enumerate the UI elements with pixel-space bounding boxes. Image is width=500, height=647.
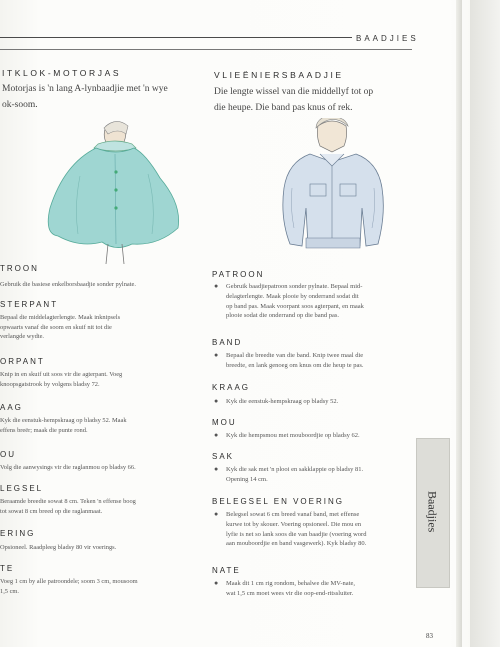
right-intro-line-2: die heupe. Die band pas knus of rek. <box>214 103 353 113</box>
left-article-title: ITKLOK-MOTORJAS <box>2 68 122 78</box>
header-rule-left <box>0 37 352 38</box>
left-section-body <box>0 543 200 553</box>
bullet-item <box>210 465 410 485</box>
left-section-heading: TE <box>0 564 15 573</box>
bullet-dot-icon: ● <box>214 397 219 405</box>
text-line: Voeg 1 cm by alle patroondele; soom 3 cm, mousoom <box>0 578 138 585</box>
text-line: 1,5 cm. <box>0 587 19 595</box>
text-line: lyfie is net so lank soos die van baadjie (voering word <box>226 530 367 538</box>
text-line: Kyk die hempsmou met mouboordjie op bladsy 62. <box>226 432 360 439</box>
right-section-body <box>210 397 410 407</box>
text-line: knoopsgatstrook by volgens bladsy 72. <box>0 380 100 388</box>
bullet-dot-icon: ● <box>214 579 219 587</box>
text-line: delagterlengte. Maak plooie by onderrand sodat dit <box>226 292 359 300</box>
bullet-item <box>210 510 410 549</box>
bullet-dot-icon: ● <box>214 282 219 290</box>
bullet-item <box>210 282 410 321</box>
right-section-body <box>210 351 410 371</box>
text-line: op band pas. Maak voorpant soos agterpant, en maak <box>226 302 364 310</box>
right-section-body <box>210 510 410 549</box>
text-line: Beraamde breedte sowat 8 cm. Teken 'n effense boog <box>0 498 136 505</box>
left-section-body <box>0 313 200 342</box>
text-line: Gebruik baadjiepatroon sonder pylnate. Bepaal mid- <box>226 283 363 290</box>
text-line: Kyk die eenstuk-hempskraag op bladsy 52. Maak <box>0 417 127 424</box>
text-line: Bepaal die breedte van die band. Knip twee maal die <box>226 352 364 359</box>
page-edge-shadow <box>456 0 462 647</box>
text-line: Maak dit 1 cm rig rondom, behalwe die MV-nate, <box>226 580 356 587</box>
bomber-jacket-illustration <box>268 118 398 268</box>
right-intro-line-1: Die lengte wissel van die middellyf tot op <box>214 87 374 97</box>
text-line: plooie sodat die onderrand op die band pas. <box>226 312 339 320</box>
bullet-item <box>210 431 410 441</box>
text-line: verlangde wydte. <box>0 333 45 341</box>
left-section-heading: TROON <box>0 264 39 273</box>
text-line: Gebruik die basiese enkelborsbaadjie sonder pylnate. <box>0 281 136 288</box>
left-intro-line-1: Motorjas is 'n lang A-lynbaadjie met 'n wye <box>2 84 168 94</box>
right-section-heading: BELEGSEL EN VOERING <box>212 497 344 506</box>
left-section-heading: OU <box>0 450 16 459</box>
text-line: Kyk die sak met 'n plooi en sakklappie op bladsy 81. <box>226 466 364 473</box>
page-edge-shadow <box>470 0 500 647</box>
page-number: 83 <box>426 632 433 640</box>
right-section-heading: NATE <box>212 566 241 575</box>
left-section-body <box>0 497 200 516</box>
text-line: opwaarts vanaf die soom en skuif nit tot die <box>0 323 112 331</box>
left-section-body <box>0 416 200 435</box>
right-section-body <box>210 465 410 485</box>
bullet-dot-icon: ● <box>214 465 219 473</box>
left-section-body <box>0 577 200 596</box>
chapter-tab-label: Baadjies <box>425 491 440 533</box>
left-section-heading: LEGSEL <box>0 484 44 493</box>
right-article-title: VLIEËNIERSBAADJIE <box>214 70 344 80</box>
right-section-heading: KRAAG <box>212 383 251 392</box>
text-line: Bepaal die middelagterlengte. Maak inknipsels <box>0 314 121 321</box>
cape-coat-illustration <box>40 116 190 266</box>
bullet-dot-icon: ● <box>214 351 219 359</box>
right-section-body <box>210 431 410 441</box>
text-line: breedte, en lank genoeg om knus om die heup te pas. <box>226 361 364 369</box>
right-section-heading: PATROON <box>212 270 265 279</box>
left-section-body <box>0 280 200 290</box>
right-section-heading: MOU <box>212 418 237 427</box>
text-line: kurwe tot by skouer. Voering opsioneel. Die mou en <box>226 520 362 528</box>
bullet-item <box>210 351 410 371</box>
text-line: aan mouboordjie en band vasgewerk). Kyk bladsy 80. <box>226 540 367 548</box>
bullet-dot-icon: ● <box>214 510 219 518</box>
text-line: tot sowat 8 cm breed op die raglanmaat. <box>0 507 103 515</box>
left-section-body <box>0 370 200 389</box>
right-section-body <box>210 282 410 321</box>
left-section-body <box>0 463 200 473</box>
running-header: BAADJIES <box>356 34 419 43</box>
left-intro <box>2 81 202 113</box>
left-section-heading: STERPANT <box>0 300 59 309</box>
bullet-item <box>210 397 410 407</box>
text-line: Volg die aanwysings vir die raglanmou op bladsy 66. <box>0 464 136 471</box>
text-line: Belegsel sowat 6 cm breed vanaf band, met effense <box>226 511 360 518</box>
right-section-body <box>210 579 410 599</box>
text-line: wat 1,5 cm moet wees vir die oop-end-ritssluiter. <box>226 589 354 597</box>
left-section-heading: AAG <box>0 403 23 412</box>
bullet-item <box>210 579 410 599</box>
left-section-heading: ORPANT <box>0 357 45 366</box>
header-rule-right <box>0 49 412 50</box>
right-intro <box>214 84 414 116</box>
right-section-heading: SAK <box>212 452 235 461</box>
text-line: Opsioneel. Raadpleeg bladsy 80 vir voerings. <box>0 544 117 551</box>
bullet-dot-icon: ● <box>214 431 219 439</box>
right-section-heading: BAND <box>212 338 243 347</box>
text-line: Opening 14 cm. <box>226 475 268 483</box>
text-line: Knip in en skuif uit soos vir die agterpant. Voeg <box>0 371 123 378</box>
left-section-heading: ERING <box>0 529 36 538</box>
text-line: Kyk die eenstuk-hempskraag op bladsy 52. <box>226 398 339 405</box>
left-intro-line-2: ok-soom. <box>2 100 38 110</box>
text-line: effens breër; maak die punte rond. <box>0 426 88 434</box>
